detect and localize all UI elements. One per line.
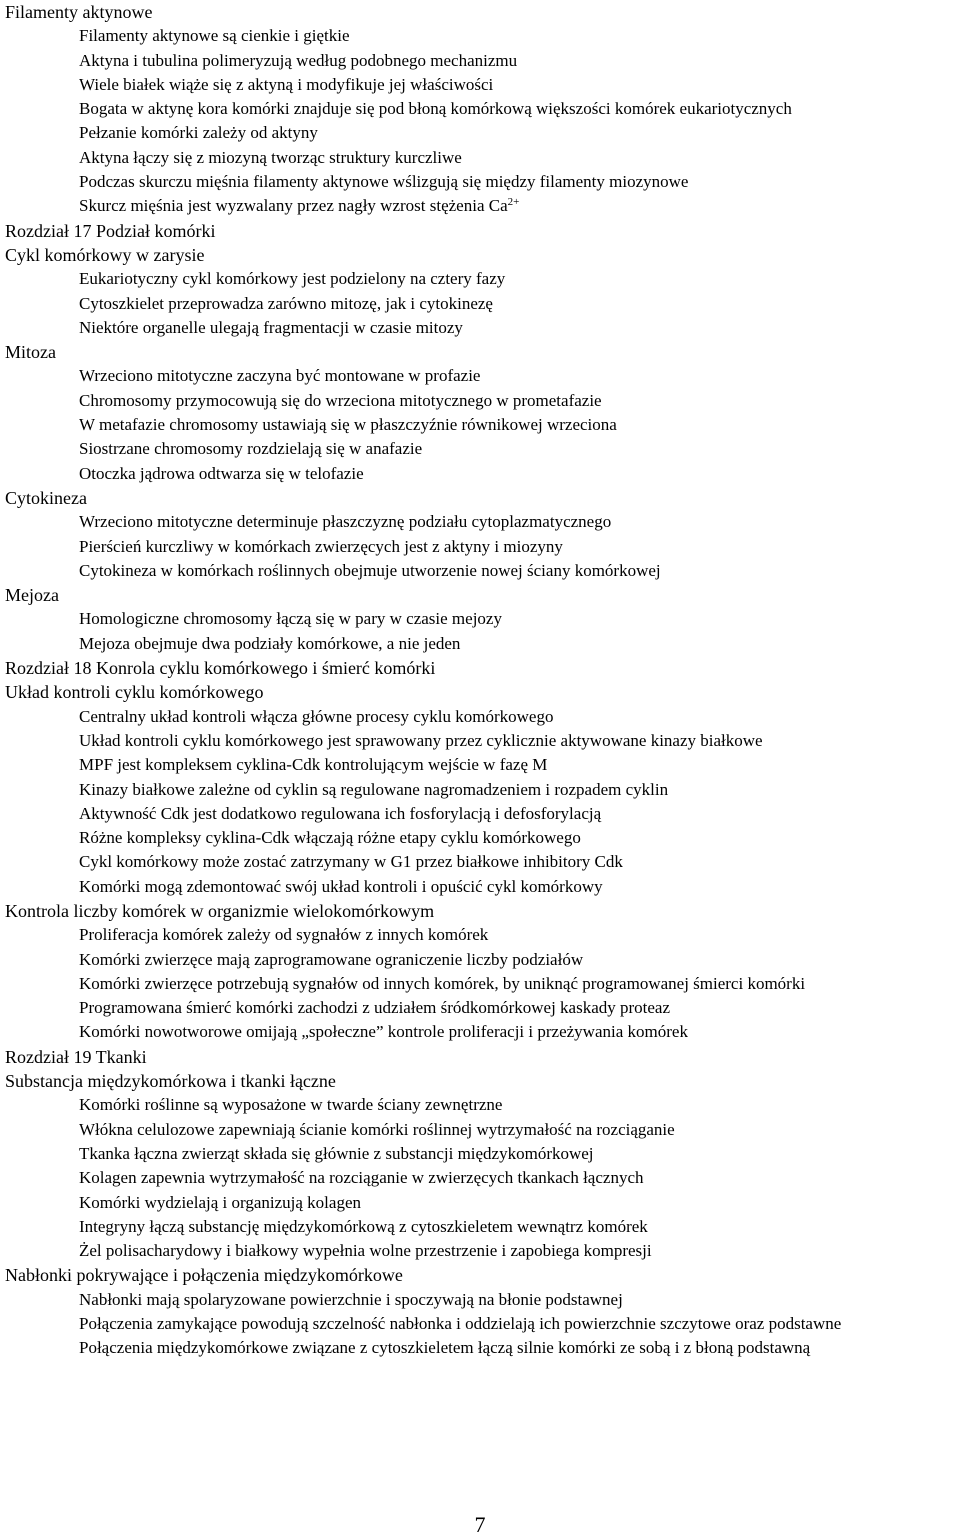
outline-item [5,510,957,534]
outline-item [5,73,957,97]
line-text: Rozdział 18 Konrola cyklu komórkowego i śmierć komórki [5,658,436,679]
outline-item [5,121,957,145]
section-heading [5,1263,957,1287]
line-text: Bogata w aktynę kora komórki znajduje się pod błoną komórkową większości komórek eukariotycznych [79,99,792,119]
outline-item [5,535,957,559]
outline-item [5,802,957,826]
outline-item [5,559,957,583]
line-text: Komórki wydzielają i organizują kolagen [79,1192,361,1212]
line-text: Układ kontroli cyklu komórkowego jest sprawowany przez cyklicznie aktywowane kinazy białkowe [79,730,763,750]
line-text: Komórki zwierzęce mają zaprogramowane ograniczenie liczby podziałów [79,949,584,969]
line-text: Wrzeciono mitotyczne zaczyna być montowane w profazie [79,366,481,386]
line-text: Aktyna i tubulina polimeryzują według podobnego mechanizmu [79,50,518,70]
line-text: Włókna celulozowe zapewniają ścianie komórki roślinnej wytrzymałość na rozciąganie [79,1119,675,1139]
section-heading [5,486,957,510]
section-heading [5,243,957,267]
line-text: W metafazie chromosomy ustawiają się w płaszczyźnie równikowej wrzeciona [79,415,617,435]
outline-item [5,778,957,802]
outline-item [5,389,957,413]
outline-item [5,729,957,753]
outline-item [5,948,957,972]
line-text: Wrzeciono mitotyczne determinuje płaszczyznę podziału cytoplazmatycznego [79,512,612,532]
line-text: Wiele białek wiąże się z aktyną i modyfikuje jej właściwości [79,74,494,94]
outline-item [5,24,957,48]
document-body [5,0,957,1361]
outline-item [5,1118,957,1142]
outline-item [5,364,957,388]
outline-item [5,292,957,316]
line-text: MPF jest kompleksem cyklina-Cdk kontrolującym wejście w fazę M [79,755,548,775]
outline-item [5,316,957,340]
line-text: Pełzanie komórki zależy od aktyny [79,123,318,143]
outline-item [5,632,957,656]
line-text: Nabłonki pokrywające i połączenia międzykomórkowe [5,1265,403,1286]
superscript: 2+ [507,196,520,209]
line-text: Kinazy białkowe zależne od cyklin są regulowane nagromadzeniem i rozpadem cyklin [79,779,669,799]
line-text: Połączenia międzykomórkowe związane z cytoszkieletem łączą silnie komórki ze sobą i z błoną podstawną [79,1338,811,1358]
line-text: Siostrzane chromosomy rozdzielają się w anafazie [79,439,423,459]
outline-item [5,753,957,777]
line-text: Podczas skurczu mięśnia filamenty aktynowe wślizgują się między filamenty miozynowe [79,172,689,192]
outline-item [5,462,957,486]
outline-item [5,1020,957,1044]
line-text: Komórki mogą zdemontować swój układ kontroli i opuścić cykl komórkowy [79,876,603,896]
outline-item [5,1093,957,1117]
outline-item [5,923,957,947]
line-text: Cytoszkielet przeprowadza zarówno mitozę, jak i cytokinezę [79,293,493,313]
line-text: Komórki roślinne są wyposażone w twarde ściany zewnętrzne [79,1095,503,1115]
outline-item [5,850,957,874]
section-heading [5,583,957,607]
line-text: Skurcz mięśnia jest wyzwalany przez nagły wzrost stężenia Ca [79,196,508,216]
line-text: Mejoza [5,585,59,606]
line-text: Cytokineza [5,487,87,508]
outline-item [5,1239,957,1263]
section-heading [5,899,957,923]
line-text: Różne kompleksy cyklina-Cdk włączają różne etapy cyklu komórkowego [79,828,581,848]
line-text: Eukariotyczny cykl komórkowy jest podzielony na cztery fazy [79,269,506,289]
line-text: Rozdział 17 Podział komórki [5,220,216,241]
outline-item [5,826,957,850]
outline-item [5,1288,957,1312]
line-text: Żel polisacharydowy i białkowy wypełnia wolne przestrzenie i zapobiega kompresji [79,1241,652,1261]
line-text: Nabłonki mają spolaryzowane powierzchnie i spoczywają na błonie podstawnej [79,1289,623,1309]
outline-item [5,194,957,218]
outline-item [5,97,957,121]
line-text: Tkanka łączna zwierząt składa się głównie z substancji międzykomórkowej [79,1143,594,1163]
section-heading [5,219,957,243]
page-number: 7 [474,1512,486,1537]
line-text: Programowana śmierć komórki zachodzi z udziałem śródkomórkowej kaskady proteaz [79,998,671,1018]
outline-item [5,705,957,729]
outline-item [5,1191,957,1215]
outline-item [5,170,957,194]
outline-item [5,49,957,73]
outline-item [5,1215,957,1239]
line-text: Homologiczne chromosomy łączą się w pary w czasie mejozy [79,609,502,629]
section-heading [5,0,957,24]
line-text: Proliferacja komórek zależy od sygnałów z innych komórek [79,925,489,945]
line-text: Kontrola liczby komórek w organizmie wielokomórkowym [5,900,435,921]
line-text: Komórki zwierzęce potrzebują sygnałów od innych komórek, by uniknąć programowanej śmierci komórki [79,973,806,993]
section-heading [5,340,957,364]
line-text: Substancja międzykomórkowa i tkanki łączne [5,1071,336,1092]
outline-item [5,607,957,631]
outline-item [5,1166,957,1190]
section-heading [5,656,957,680]
line-text: Rozdział 19 Tkanki [5,1046,147,1067]
line-text: Połączenia zamykające powodują szczelność nabłonka i oddzielają ich powierzchnie szczytowe oraz podstawne [79,1314,842,1334]
outline-item [5,875,957,899]
line-text: Cytokineza w komórkach roślinnych obejmuje utworzenie nowej ściany komórkowej [79,560,661,580]
line-text: Komórki nowotworowe omijają „społeczne” kontrole proliferacji i przeżywania komórek [79,1022,688,1042]
line-text: Cykl komórkowy może zostać zatrzymany w G1 przez białkowe inhibitory Cdk [79,852,623,872]
outline-item [5,996,957,1020]
outline-item [5,1142,957,1166]
outline-item [5,972,957,996]
outline-item [5,413,957,437]
line-text: Kolagen zapewnia wytrzymałość na rozciąganie w zwierzęcych tkankach łącznych [79,1168,644,1188]
line-text: Układ kontroli cyklu komórkowego [5,682,264,703]
outline-item [5,1336,957,1360]
line-text: Aktyna łączy się z miozyną tworząc struktury kurczliwe [79,147,462,167]
line-text: Filamenty aktynowe [5,2,153,22]
line-text: Aktywność Cdk jest dodatkowo regulowana ich fosforylacją i defosforylacją [79,803,602,823]
section-heading [5,1069,957,1093]
line-text: Chromosomy przymocowują się do wrzeciona mitotycznego w prometafazie [79,390,602,410]
outline-item [5,267,957,291]
line-text: Mitoza [5,342,56,363]
line-text: Filamenty aktynowe są cienkie i giętkie [79,26,350,46]
outline-item [5,1312,957,1336]
outline-item [5,437,957,461]
outline-item [5,146,957,170]
line-text: Mejoza obejmuje dwa podziały komórkowe, a nie jeden [79,633,461,653]
line-text: Integryny łączą substancję międzykomórkową z cytoszkieletem wewnątrz komórek [79,1216,648,1236]
line-text: Pierścień kurczliwy w komórkach zwierzęcych jest z aktyny i miozyny [79,536,563,556]
line-text: Otoczka jądrowa odtwarza się w telofazie [79,463,364,483]
line-text: Cykl komórkowy w zarysie [5,244,205,265]
section-heading [5,1045,957,1069]
section-heading [5,680,957,704]
line-text: Centralny układ kontroli włącza główne procesy cyklu komórkowego [79,706,554,726]
line-text: Niektóre organelle ulegają fragmentacji w czasie mitozy [79,317,463,337]
